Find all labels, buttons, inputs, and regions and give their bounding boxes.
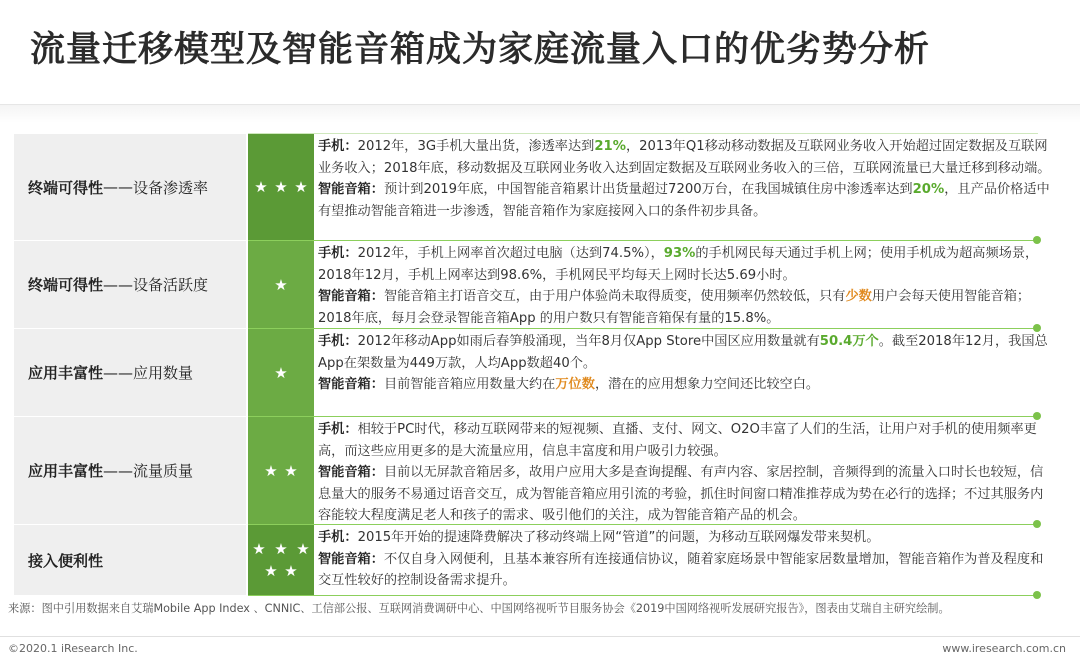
speaker-text-rest: ，潜在的应用想象力空间还比较空白。 — [594, 377, 820, 392]
rating-stars — [248, 525, 314, 595]
star-icon: ★ — [274, 178, 288, 196]
phone-text-rest: ，2013年Q1移动移动数据及互联网业务收入开始超过固定数据及互联网业务收入；2018年底，移动数据及互联网业务收入达到固定数据及互联网业务收入的三倍，互联网流量已大量迁移到移动端。 — [318, 139, 1051, 176]
row-description — [318, 419, 1056, 527]
phone-label: 手机： — [318, 139, 358, 154]
speaker-label: 智能音箱： — [318, 465, 384, 480]
speaker-highlight: 20% — [912, 182, 945, 197]
separator-dot — [1033, 591, 1041, 599]
star-icon: ★ — [274, 275, 288, 294]
star-icon: ★ — [294, 178, 308, 196]
star-icon: ★ — [264, 461, 278, 480]
star-icon: ★ — [252, 540, 266, 558]
label-dash: —— — [103, 461, 134, 480]
subcategory-text: 设备活跃度 — [133, 276, 209, 294]
row-label — [14, 417, 246, 524]
row-separator — [248, 595, 1038, 596]
category-text: 应用丰富性 — [28, 364, 104, 382]
label-dash: —— — [103, 178, 134, 196]
phone-text-rest: 的手机网民每天通过手机上网；使用手机成为超高频场景，2018年12月，手机上网率达到98.6%，手机网民平均每天上网时长达5.69小时。 — [318, 246, 1039, 283]
phone-highlight: 50.4万个 — [819, 334, 879, 349]
phone-text: 2012年移动App如雨后春笋般涌现，当年8月仅App Store中国区应用数量就有 — [357, 334, 820, 349]
speaker-highlight: 少数 — [845, 289, 872, 304]
source-note: 来源：图中引用数据来自艾瑞Mobile App Index 、CNNIC、工信部公报、互联网消费调研中心、中国网络视听节目服务协会《2019中国网络视听发展研究报告》，图表由艾瑞自主研究绘制。 — [8, 602, 950, 615]
speaker-text-rest: 用户会每天使用智能音箱；2018年底，每月会登录智能音箱App 的用户数只有智能音箱保有量的15.8%。 — [318, 289, 1031, 326]
rating-stars — [248, 417, 314, 524]
row-label — [14, 329, 246, 416]
speaker-text: 不仅自身入网便利，且基本兼容所有连接通信协议，随着家庭场景中智能家居数量增加，智能音箱作为普及程度和交互性较好的控制设备需求提升。 — [318, 551, 1044, 588]
speaker-text: 智能音箱主打语音交互，由于用户体验尚未取得质变，使用频率仍然较低，只有 — [383, 289, 846, 304]
phone-text: 2012年，手机上网率首次超过电脑（达到74.5%）， — [357, 246, 664, 261]
row-description — [318, 527, 1056, 592]
phone-label: 手机： — [318, 334, 358, 349]
category-text: 终端可得性 — [28, 178, 104, 197]
label-dash: —— — [103, 275, 134, 294]
rating-stars — [248, 241, 314, 328]
category-text: 应用丰富性 — [28, 462, 104, 480]
speaker-highlight: 万位数 — [555, 377, 595, 392]
star-icon: ★ — [274, 540, 288, 558]
speaker-label: 智能音箱： — [318, 289, 384, 304]
speaker-text: 目前以无屏款音箱居多，故用户应用大多是查询提醒、有声内容、家居控制，音频得到的流量入口时长也较短，信息量大的服务不易通过语音交互，成为智能音箱应用引流的考验，抓住时间窗口精准推荐成为势在必行的选择；不过其服务内容能较大程度满足老人和孩子的需求、吸引他们的关注，成为智能音箱产品的机会。 — [318, 465, 1044, 523]
speaker-text-rest: ，且产品价格适中有望推动智能音箱进一步渗透，智能音箱作为家庭接网入口的条件初步具备。 — [318, 182, 1050, 219]
row-description — [318, 331, 1056, 396]
star-icon: ★ — [254, 178, 268, 196]
footer-divider — [0, 636, 1080, 637]
speaker-label: 智能音箱： — [318, 377, 384, 392]
star-icon: ★ — [264, 562, 278, 580]
row-separator — [248, 416, 1038, 417]
row-separator — [248, 328, 1038, 329]
table-top-rule — [248, 133, 1038, 134]
speaker-text: 预计到2019年底，中国智能音箱累计出货量超过7200万台，在我国城镇住房中渗透率达到 — [383, 182, 913, 197]
phone-highlight: 21% — [594, 139, 626, 154]
category-text: 终端可得性 — [28, 276, 104, 294]
phone-label: 手机： — [318, 530, 358, 545]
star-icon: ★ — [274, 363, 288, 382]
phone-text: 2015年开始的提速降费解决了移动终端上网“管道”的问题，为移动互联网爆发带来契机。 — [357, 530, 880, 545]
copyright: ©2020.1 iResearch Inc. — [8, 642, 138, 655]
speaker-label: 智能音箱： — [318, 182, 384, 197]
phone-highlight: 93% — [663, 246, 696, 261]
row-label — [14, 525, 246, 595]
page-title: 流量迁移模型及智能音箱成为家庭流量入口的优劣势分析 — [30, 30, 931, 70]
row-label — [14, 241, 246, 328]
row-description — [318, 136, 1056, 222]
speaker-text: 目前智能音箱应用数量大约在 — [383, 377, 556, 392]
phone-text-rest: 。截至2018年12月，我国总App在架数量为449万款，人均App数超40个。 — [318, 334, 1048, 371]
website-url: www.iresearch.com.cn — [942, 642, 1066, 655]
phone-label: 手机： — [318, 246, 358, 261]
row-label — [14, 134, 246, 240]
subcategory-text: 流量质量 — [133, 462, 194, 480]
star-icon: ★ — [296, 540, 310, 558]
star-icon: ★ — [284, 461, 298, 480]
row-description — [318, 243, 1056, 329]
row-separator — [248, 524, 1038, 525]
speaker-label: 智能音箱： — [318, 551, 384, 567]
subcategory-text: 设备渗透率 — [133, 178, 209, 197]
title-shadow — [0, 105, 1080, 123]
row-separator — [248, 240, 1038, 241]
rating-stars — [248, 134, 314, 240]
star-icon: ★ — [284, 562, 298, 580]
label-dash: —— — [103, 363, 134, 382]
category-text: 接入便利性 — [28, 551, 104, 570]
phone-text: 2012年，3G手机大量出货，渗透率达到 — [357, 139, 595, 154]
subcategory-text: 应用数量 — [133, 364, 194, 382]
phone-label: 手机： — [318, 422, 358, 437]
rating-stars — [248, 329, 314, 416]
phone-text: 相较于PC时代，移动互联网带来的短视频、直播、支付、网文、O2O丰富了人们的生活，让用户对手机的使用频率更高，而这些应用更多的是大流量应用，信息丰富度和用户吸引力较强。 — [318, 422, 1037, 459]
